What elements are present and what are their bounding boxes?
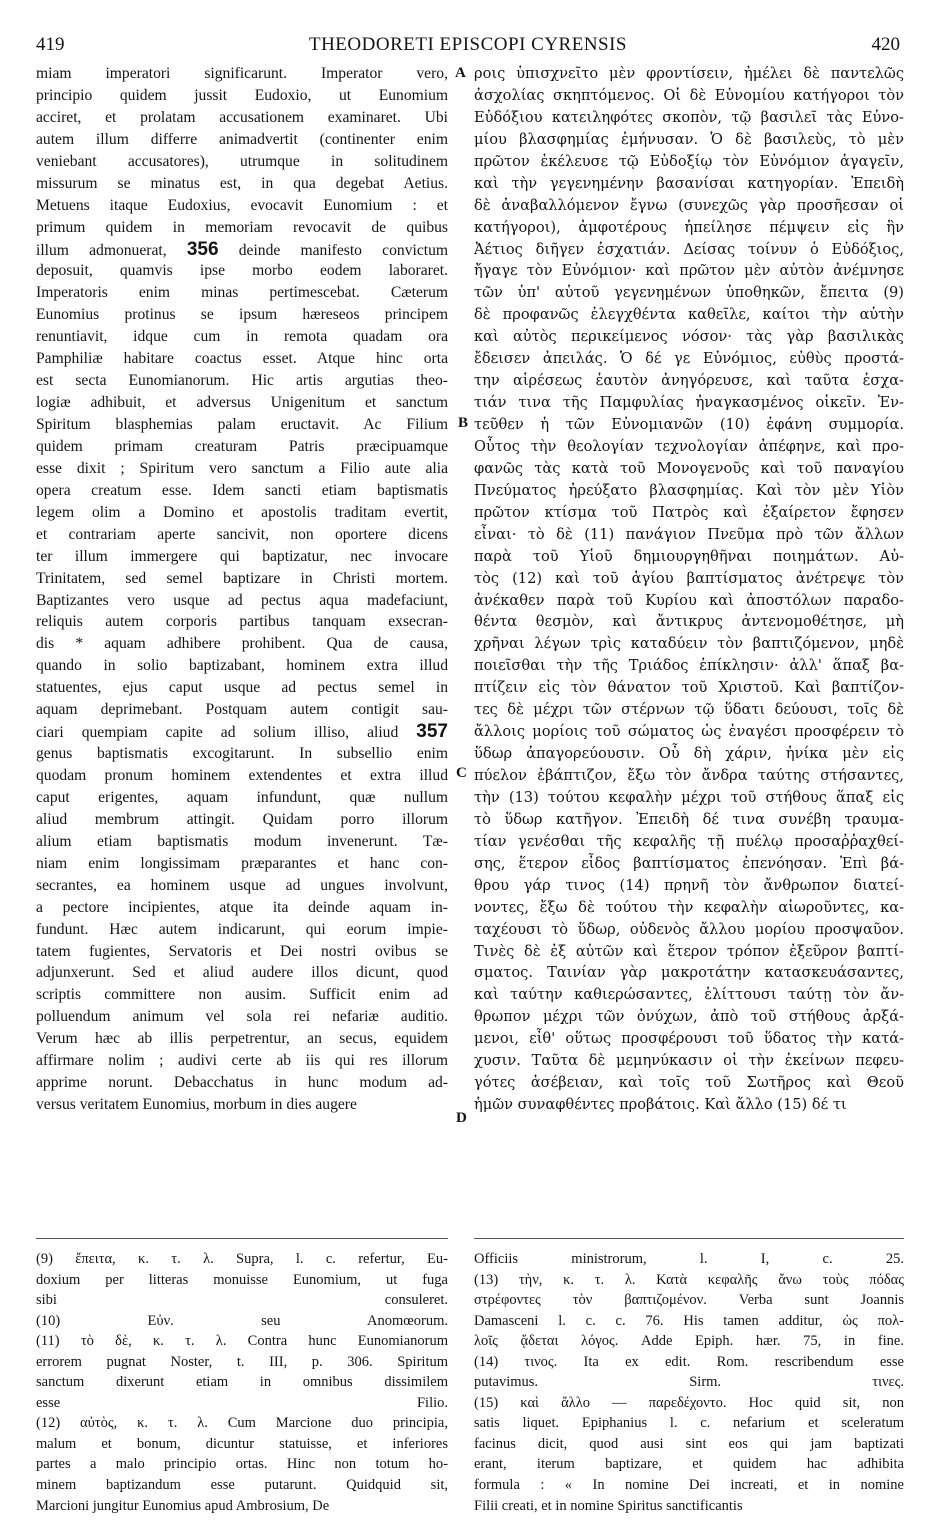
greek-text-line: τῶν ὑπ' αὐτοῦ γεγενημένων ὑποθηκῶν, ἔπειτα (9) [474, 284, 904, 302]
latin-text-line: Baptizantes vero usque ad pectus aqua madefaciunt, [36, 591, 448, 609]
latin-text-line: ciari quempiam capite ad solium illiso, aliud 357 [36, 721, 448, 743]
latin-text-line: illum admonuerat, 356 deinde manifesto convictum [36, 238, 448, 260]
greek-text-line: καὶ ταύτην καθιερώσαντες, ἑλίττουσι ταύτῃ τὸν ἄν- [474, 986, 904, 1004]
greek-text-line: ροις ὑπισχνεῖτο μὲν φροντίσειν, ἠμέλει δὲ παντελῶς [474, 65, 904, 82]
latin-text-line: esse dixit ; Spiritum vero sanctum a Filio aute alia [36, 459, 448, 477]
latin-text-line: a pectore incipientes, atque ita deinde aquam in- [36, 898, 448, 916]
footnote-line: Officiis ministrorum, l. I, c. 25. [474, 1251, 904, 1267]
latin-text-line: Imperatoris enim minas pertimescebat. Cæterum [36, 284, 448, 302]
greek-text-line: τὸ ὕδωρ κατῆγον. Ἐπειδὴ δέ τινα συνέβη τραυμα- [474, 810, 904, 828]
greek-text-line: ἄλλοις μορίοις τοῦ σώματος ὡς ἐναγέσι προσφέρειν τὸ [474, 723, 904, 741]
latin-text-line: renuntiavit, idque cum in remota quadam ora [36, 328, 448, 346]
greek-text-line: ὕδωρ ἀπαγορεύουσιν. Οὗ δὴ χάριν, ἡνίκα μὲν εἰς [474, 745, 904, 763]
footnote-line: (10) Εὐν. seu Anomœorum. [36, 1312, 448, 1329]
latin-text-line: et contrariam aperte sancivit, non oportere dicens [36, 525, 448, 543]
latin-text-line: missurum se minatus est, in qua degebat Aetius. [36, 174, 448, 192]
footnotes-left [36, 1249, 448, 1516]
latin-text-line: Metuens itaque Eudoxius, evocavit Eunomium : et [36, 196, 448, 214]
footnote-divider-left [36, 1238, 448, 1239]
section-marker-d: D [456, 1110, 467, 1126]
greek-text-line: θρωπον μέχρι τῶν ὀνύχων, ἀπὸ τοῦ στήθους ἀρξά- [474, 1008, 904, 1026]
footnote-line: (12) αὐτὸς, κ. τ. λ. Cum Marcione duo principia, [36, 1415, 448, 1432]
greek-text-line: γότες ἀσέβειαν, καὶ τοῖς τοῦ Σωτῆρος καὶ Θεοῦ [474, 1074, 904, 1092]
latin-text-line: tatem fugientes, Servatoris et Dei nostri ovibus se [36, 942, 448, 960]
greek-text-line: ἀσχολίας σκηπτόμενος. Οἱ δὲ Εὐνομίου κατήγοροι τὸν [474, 86, 904, 104]
footnote-line: (14) τινος. Ita ex edit. Rom. rescribendum esse [474, 1353, 904, 1370]
greek-text-line: τες δὲ μέχρι τῶν στέρνων τῷ ὕδατι δεύουσι, τοῖς δὲ [474, 701, 904, 719]
greek-text-line: τιάν τινα τῆς Παμφυλίας ἠναγκασμένος οἰκεῖν. Ἐν- [474, 394, 904, 412]
greek-text-line: δὲ ἀναβαλλόμενον ἔγνω (συνεχῶς γὰρ προσῆεσαν οἱ [474, 196, 904, 214]
greek-text-line: μενοι, εἶθ' οὕτως προσφέρουσι τοῦ ὕδατος τὴν κατά- [474, 1030, 904, 1048]
greek-text-line: νοντες, ἔξω δὲ τούτου τὴν κεφαλὴν αἰωροῦντες, κα- [474, 898, 904, 916]
latin-text-line: ter illum immergere qui baptizatur, nec invocare [36, 547, 448, 565]
latin-text-line: dis * aquam adhibere prohibent. Qua de causa, [36, 635, 448, 653]
latin-text-line: Trinitatem, sed semel baptizare in Christi mortem. [36, 569, 448, 587]
latin-text-line: fundunt. Hæc autem indicarunt, qui eorum impie- [36, 920, 448, 938]
footnote-line: λοῖς ᾄδεται λόγος. Adde Epiph. hær. 75, in fine. [474, 1333, 904, 1350]
footnote-line: erant, iterum baptizare, et quidem hac adhibita [474, 1456, 904, 1473]
greek-text-line: ποιεῖσθαι τὴν τῆς Τριάδος ἐπίκλησιν· ἀλλ' ἅπαξ βα- [474, 657, 904, 675]
section-marker-c: C [456, 765, 467, 781]
latin-text-line: quidem primam creaturam Patris præcipuamque [36, 437, 448, 455]
latin-text-line: aquam deprimebant. Postquam autem contigit sau- [36, 701, 448, 719]
latin-text-line: apprime norunt. Debacchatus in hunc modum ad- [36, 1074, 448, 1092]
latin-text-line: Eunomius protinus se ipsum hæreseos principem [36, 306, 448, 324]
latin-text-line: logiæ adhibuit, et adversus Unigenitum et sanctum [36, 394, 448, 412]
footnotes-right [474, 1249, 904, 1516]
latin-text-line: quando in solio baptizabant, hominem extra illud [36, 657, 448, 675]
latin-text-line: est secta Eunomianorum. Hic artis argutias theo- [36, 372, 448, 390]
column-number: 357 [416, 721, 448, 743]
latin-text-line: genus baptismatis excogitarunt. In subsellio enim [36, 745, 448, 763]
greek-text-line: πρῶτον ἐκέλευσε τῷ Εὐδοξίῳ τὸν Εὐνόμιον ἀγαγεῖν, [474, 152, 904, 170]
latin-text-line: miam imperatori significarunt. Imperator vero, [36, 65, 448, 82]
greek-text-line: την αἱρέσεως ἑαυτὸν ἀνηγόρευσε, καὶ ταῦτα ἐσχα- [474, 372, 904, 390]
footnote-line: στρέφοντες τὸν βαπτιζομένον. Verba sunt Joannis [474, 1292, 904, 1309]
latin-text-line: Spiritum blasphemias palam eructavit. Ac Filium [36, 416, 448, 433]
latin-column [36, 63, 448, 1116]
greek-text-line: τίαν γενέσθαι τῆς κεφαλῆς τῇ πυέλῳ προσαῤῥαχθεί- [474, 832, 904, 850]
greek-text-line: καὶ τὴν γεγενημένην βασανίσαι κατηγορίαν. Ἐπειδὴ [474, 174, 904, 192]
greek-text-line: παρὰ τοῦ Υἱοῦ δημιουργηθῆναι ποιημάτων. Αὐ- [474, 547, 904, 565]
greek-text-line: ἡμῶν συναφθέντες προβάτοις. Καὶ ἄλλο (15) δέ τι [474, 1096, 847, 1114]
latin-text-line: primum quidem in memoriam revocavit de quibus [36, 218, 448, 236]
footnote-line: putavimus. Sirm. τινες. [474, 1374, 904, 1391]
greek-text-line: Τινὲς δὲ ἐξ αὐτῶν καὶ ἕτερον τρόπον ἐξεῦρον βαπτί- [474, 942, 904, 960]
footnote-line: partes a malo principio ortas. Hinc non totum ho- [36, 1456, 448, 1473]
footnote-line: Damasceni l. c. c. 76. His tamen additur, ὡς πολ- [474, 1312, 904, 1329]
latin-text-line: caput erigentes, aquam infundunt, quæ nullum [36, 788, 448, 806]
footnote-line: Marcioni jungitur Eunomius apud Ambrosium, De [36, 1497, 330, 1514]
greek-text-line: Πνεύματος ἠρεύξατο βλασφημίας. Καὶ τὸν μὲν Υἱὸν [474, 481, 904, 499]
latin-text-line: reliquis autem corporis partibus tanquam exsecran- [36, 613, 448, 631]
column-number: 356 [186, 238, 219, 260]
greek-text-line: Ἀέτιος διῆγεν ἐσχατιάν. Δείσας τοίνυν ὁ Εὐδόξιος, [474, 240, 904, 258]
latin-text-line: niam enim longissimam præparantes et hanc con- [36, 854, 448, 872]
latin-text-line: Pamphiliæ habitare coactus esset. Atque hinc orta [36, 350, 448, 368]
page-number-left: 419 [36, 34, 65, 55]
latin-text-line: secrantes, ea hominem usque ad ungues involvunt, [36, 876, 448, 894]
greek-text-line: σματος. Ταινίαν γὰρ μακροτάτην κατασκευάσαντες, [474, 964, 904, 982]
footnote-line: minem baptizandum esse putarunt. Quidquid sit, [36, 1477, 448, 1494]
greek-text-line: Εὐδόξιου κατειληφότες σκοπὸν, τῷ βασιλεῖ τὰς Εὐνο- [474, 108, 904, 126]
footnote-line: (9) ἔπειτα, κ. τ. λ. Supra, l. c. refertur, Eu- [36, 1251, 448, 1267]
greek-text-line: ἔδεισεν ἀπειλάς. Ὁ δέ γε Εὐνόμιος, εὐθὺς προστά- [474, 350, 904, 368]
greek-text-line: καὶ αὐτὸς περικείμενος νόσον· τὰς γὰρ βασιλικὰς [474, 328, 904, 346]
footnote-line: (11) τὸ δὲ, κ. τ. λ. Contra hunc Eunomianorum [36, 1333, 448, 1350]
footnote-line: errorem pugnat Noster, t. III, p. 306. Spiritum [36, 1353, 448, 1370]
page-header [36, 34, 900, 60]
greek-text-line: σης, ἕτερον εἶδος βαπτίσματος ἐπενόησαν. Ἐπὶ βά- [474, 854, 904, 872]
latin-text-line: adjunxerunt. Sed et aliud audere illos dicunt, quod [36, 964, 448, 982]
latin-text-line: acciret, et prolatam accusationem examinaret. Ubi [36, 108, 448, 126]
greek-text-line: χυσιν. Ταῦτα δὲ μεμηνύκασιν οἱ τὴν ἐκείνων πεφευ- [474, 1052, 904, 1070]
greek-column [474, 63, 904, 1116]
greek-text-line: δὲ προφανῶς ἐλεγχθέντα καθεῖλε, καίτοι τὴν αὐτὴν [474, 306, 904, 324]
greek-text-line: πτίζειν εἰς τὸν θάνατον τοῦ Χριστοῦ. Καὶ βαπτίζον- [474, 679, 904, 697]
running-title: THEODORETI EPISCOPI CYRENSIS [308, 34, 628, 55]
footnote-line: (15) καὶ ἄλλο — παρεδέχοντο. Hoc quid sit, non [474, 1394, 904, 1411]
footnote-line: formula : « In nomine Dei increati, et in nomine [474, 1477, 904, 1494]
latin-text-line: aliud membrum attingit. Quidam porro illorum [36, 810, 448, 828]
latin-text-line: veniebant accusatores), utrumque in solitudinem [36, 152, 448, 170]
greek-text-line: πρῶτον κτίσμα τοῦ Πατρὸς καὶ ἐξαίρετον ἔφησεν [474, 503, 904, 521]
latin-text-line: quodam pronum hominem extendentes et extra illud [36, 767, 448, 784]
latin-text-line: scriptis committere non ausim. Sufficit enim ad [36, 986, 448, 1004]
footnote-line: Filii creati, et in nomine Spiritus sanctificantis [474, 1497, 743, 1514]
greek-text-line: Οὗτος τὴν θεολογίαν τεχνολογίαν ἀπέφηνε, καὶ προ- [474, 437, 904, 455]
latin-text-line: versus veritatem Eunomius, morbum in dies augere [36, 1096, 357, 1114]
footnote-line: satis liquet. Epiphanius l. c. nefarium et sceleratum [474, 1415, 904, 1432]
footnote-line: sibi consuleret. [36, 1292, 448, 1309]
latin-text-line: Verum hæc ab illis perpetrentur, an secus, equidem [36, 1030, 448, 1048]
latin-text-line: alium etiam baptismatis modum invenerunt. Tæ- [36, 832, 448, 850]
greek-text-line: τὴν (13) τούτου κεφαλὴν μέχρι τοῦ στήθους ἅπαξ εἰς [474, 788, 904, 806]
footnote-line: doxium per litteras monuisse Eunomium, ut fuga [36, 1271, 448, 1288]
greek-text-line: χρῆναι λέγων τρὶς καταδύειν τὸν βαπτιζόμενον, μηδὲ [474, 635, 904, 653]
footnote-divider-right [474, 1238, 904, 1239]
page-number-right: 420 [871, 34, 900, 55]
greek-text-line: θρου γάρ τινος (14) πρηνῆ τὸν ἄνθρωπον διατεί- [474, 876, 904, 894]
greek-text-line: κατήγοροι), ἀμφοτέρους ἠπείλησε πέμψειν εἰς ἣν [474, 218, 904, 236]
greek-text-line: θέντα θεσμὸν, καὶ ἄντικρυς ἀντενομοθέτησε, μὴ [474, 613, 904, 631]
greek-text-line: ταχέουσι τὸ ὕδωρ, οὐδενὸς ἄλλου μορίου προσψαῦον. [474, 920, 904, 938]
latin-text-line: autem illum differre animadvertit (continenter enim [36, 130, 448, 148]
greek-text-line: μίου βλασφημίας ἐμήνυσαν. Ὁ δὲ βασιλεὺς, τὸ μὲν [474, 130, 904, 148]
section-marker-a: A [455, 65, 466, 81]
footnote-line: (13) τὴν, κ. τ. λ. Κατὰ κεφαλῆς ἄνω τοὺς πόδας [474, 1271, 904, 1288]
greek-text-line: πύελον ἐβάπτιζον, ἔξω τὸν ἄνδρα ταύτης στήσαντες, [474, 767, 904, 784]
latin-text-line: polluendum animum vel sola rei nefariæ auditio. [36, 1008, 448, 1026]
footnote-line: malum et bonum, dicuntur statuisse, et inferiores [36, 1435, 448, 1452]
latin-text-line: principio quidem jussit Eudoxio, ut Eunomium [36, 86, 448, 104]
section-marker-b: B [458, 415, 469, 431]
latin-text-line: legem olim a Domino et apostolis traditam evertit, [36, 503, 448, 521]
footnote-line: esse Filio. [36, 1394, 448, 1411]
latin-text-line: deposuit, quamvis ipse morbo eodem laboraret. [36, 262, 448, 280]
latin-text-line: affirmare nolim ; audivi certe ab iis qui res illorum [36, 1052, 448, 1070]
footnote-line: facinus dicit, quod ausi sint eos qui jam baptizati [474, 1435, 904, 1452]
latin-text-line: opera creatum esse. Idem sancti etiam baptismatis [36, 481, 448, 499]
greek-text-line: φανῶς τὰς κατὰ τοῦ Μονογενοῦς καὶ τοῦ παναγίου [474, 459, 904, 477]
footnote-line: sanctum dixerunt etiam in omnibus dissimilem [36, 1374, 448, 1391]
greek-text-line: ἀνέκαθεν παρὰ τοῦ Κυρίου καὶ ἀποστόλων παραδο- [474, 591, 904, 609]
latin-text-line: statuentes, ejus caput usque ad pectus semel in [36, 679, 448, 697]
greek-text-line: εἶναι· τὸ δὲ (11) πανάγιον Πνεῦμα πρὸ τῶν ἄλλων [474, 525, 904, 543]
greek-text-line: τεῦθεν ἡ τῶν Εὐνομιανῶν (10) ἐφάνη συμμορία. [474, 416, 904, 433]
greek-text-line: ἤγαγε τὸν Εὐνόμιον· καὶ πρῶτον μὲν αὐτὸν ἀνέμνησε [474, 262, 904, 280]
greek-text-line: τὸς (12) καὶ τοῦ ἁγίου βαπτίσματος ἀνέτρεψε τὸν [474, 569, 904, 587]
